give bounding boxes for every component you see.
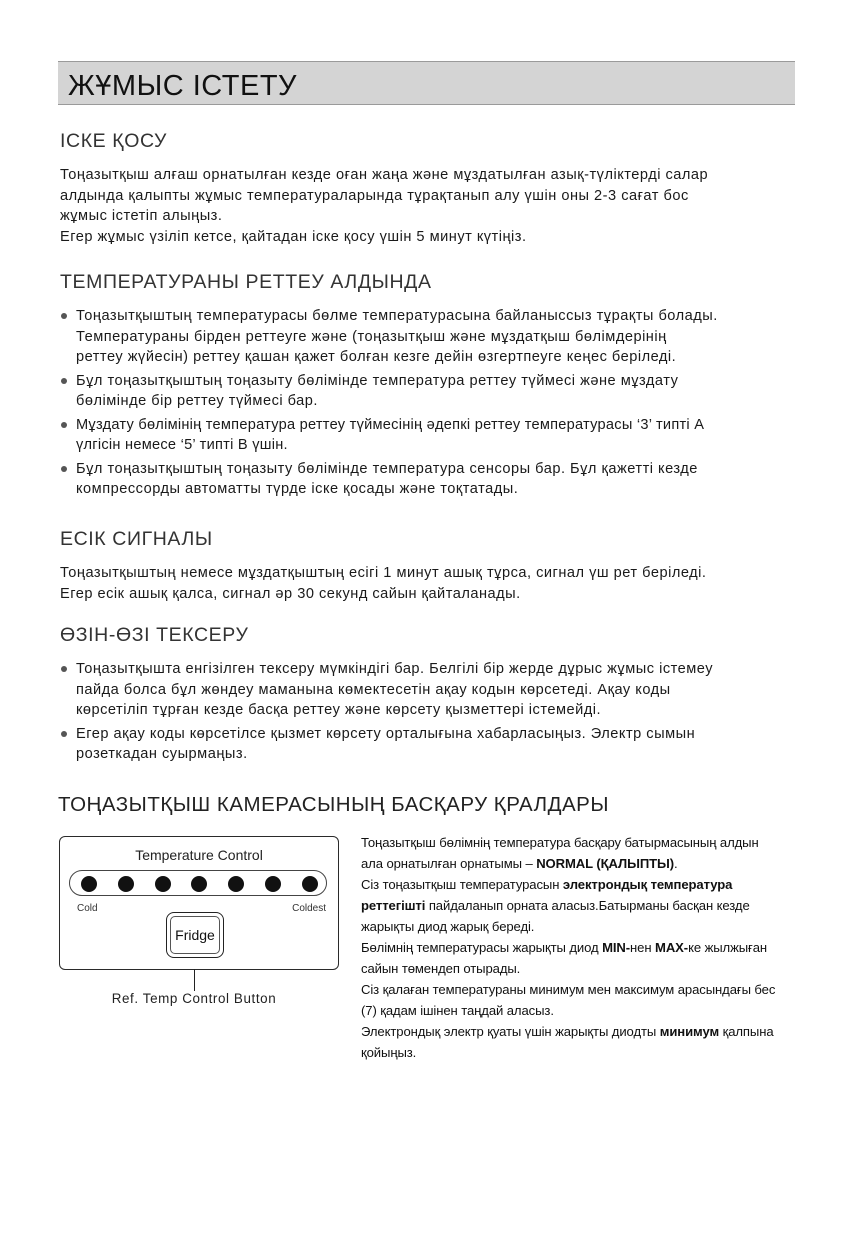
page-title-bar [58,61,795,105]
led-indicator-icon [155,876,171,892]
bullet-list [60,306,800,500]
led-indicator-icon [118,876,134,892]
section-heading: ӨЗІН-ӨЗІ ТЕКСЕРУ [60,624,249,646]
text-line: Егер есік ашық қалса, сигнал әр 30 секунд сайын қайталанады. [60,585,521,602]
list-item: Мұздату бөлімінің температура реттеу түймесінің әдепкі реттеу температурасы ‘3’ типті А үлгісін немесе ‘5’ типті В үшін. [60,415,800,456]
desc-paragraph: Электрондық электр қуаты үшін жарықты диодты минимум қалпына қойыңыз. [361,1024,774,1060]
section-heading: ІСКЕ ҚОСУ [60,130,168,152]
text-line: алдында қалыпты жұмыс температураларында тұрақтанып алу үшін оны 2-3 сағат бос [60,187,689,204]
section-start [60,130,800,247]
desc-paragraph: Тоңазытқыш бөлімнің температура басқару батырмасының алдын ала орнатылған орнатымы – NORMAL (ҚАЛЫПТЫ). [361,835,759,871]
coldest-label: Coldest [292,903,326,914]
led-indicator-icon [302,876,318,892]
led-indicator-icon [228,876,244,892]
section-temp-setting [60,271,800,503]
controls-heading: ТОҢАЗЫТҚЫШ КАМЕРАСЫНЫҢ БАСҚАРУ ҚРАЛДАРЫ [58,793,609,816]
section-heading: ЕСІК СИГНАЛЫ [60,528,213,550]
bullet-dot-icon [61,378,67,384]
text-line: Егер жұмыс үзіліп кетсе, қайтадан іске қосу үшін 5 минут күтіңіз. [60,228,527,245]
text-line: Тоңазытқыш алғаш орнатылған кезде оған жаңа және мұздатылған азық-түліктерді салар [60,167,709,183]
start-paragraph [60,165,800,247]
callout-line [194,969,195,991]
cold-label: Cold [77,903,98,914]
led-indicator-icon [265,876,281,892]
led-indicator-icon [81,876,97,892]
fridge-button[interactable] [166,912,224,958]
led-indicator-icon [191,876,207,892]
led-track [69,870,327,896]
bullet-dot-icon [61,666,67,672]
list-item: Бұл тоңазытқыштың тоңазыту бөлімінде температура сенсоры бар. Бұл қажетті кезде компрессорды автоматты түрде іске қосады және тоқтатады. [60,459,800,500]
bullet-dot-icon [61,313,67,319]
bullet-list [60,659,800,765]
panel-title: Temperature Control [135,847,263,863]
desc-paragraph: Сіз қалаған температураны минимум мен максимум арасындағы бес (7) қадам ішінен таңдай аласыз. [361,982,776,1018]
section-door-alarm [60,528,800,604]
bullet-dot-icon [61,731,67,737]
desc-paragraph: Бөлімнің температурасы жарықты диод MIN-нен MAX-ке жылжыған сайын төмендеп отырады. [361,940,768,976]
text-line: жұмыс істетіп алыңыз. [60,208,223,224]
door-alarm-paragraph [60,563,800,604]
list-item: Егер ақау коды көрсетілсе қызмет көрсету орталығына хабарласыңыз. Электр сымын розеткадан суырмаңыз. [60,724,800,765]
bullet-dot-icon [61,422,67,428]
text-line: Тоңазытқыштың немесе мұздатқыштың есігі 1 минут ашық тұрса, сигнал үш рет беріледі. [60,565,707,581]
fridge-button-label: Fridge [170,916,220,954]
list-item: Тоңазытқышта енгізілген тексеру мүмкіндігі бар. Белгілі бір жерде дұрыс жұмыс істемеу пайда болса бұл жөндеу маманына көмектесетін ақау кодын көрсетеді. Ақау коды көрсетіліп тұрған кезде басқа реттеу және көрсету қызметтері істемейді. [60,659,800,721]
list-item: Тоңазытқыштың температурасы бөлме температурасына байланыссыз тұрақты болады. Температураны бірден реттеуге және (тоңазытқыш және мұздатқыш бөлімдерінің реттеу жүйесін) реттеу қашан қажет болған кезге дейін өзгертпеуге кеңес беріледі. [60,306,800,368]
ref-temp-caption: Ref. Temp Control Button [111,991,277,1006]
section-heading: ТЕМПЕРАТУРАНЫ РЕТТЕУ АЛДЫНДА [60,271,432,293]
list-item: Бұл тоңазытқыштың тоңазыту бөлімінде температура реттеу түймесі және мұздату бөлімінде бір реттеу түймесі бар. [60,371,800,412]
section-self-test [60,624,800,768]
desc-paragraph: Сіз тоңазытқыш температурасын электрондық температура реттегішті пайдаланып орната аласыз.Батырманы басқан кезде жарықты диод жарық береді. [361,877,750,934]
bullet-dot-icon [61,466,67,472]
page-title: ЖҰМЫС ІСТЕТУ [68,70,297,102]
temperature-control-panel [59,836,339,970]
controls-description [361,832,781,1063]
